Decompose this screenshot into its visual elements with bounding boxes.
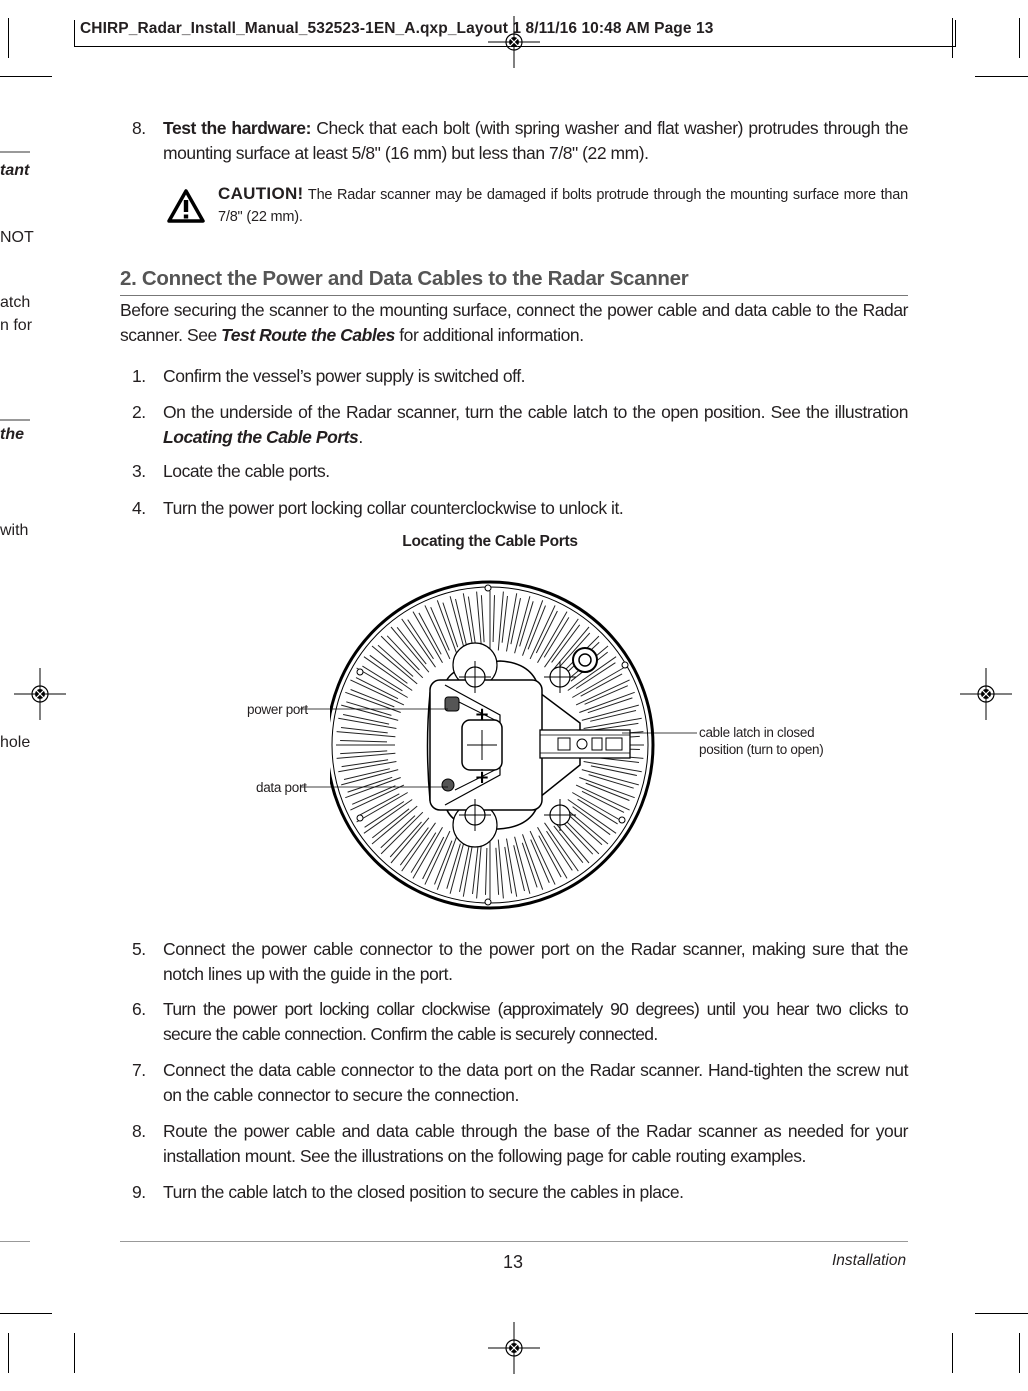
list-item <box>120 1058 908 1108</box>
section-heading: 2. Connect the Power and Data Cables to the Radar Scanner <box>120 266 908 296</box>
step-label: Test the hardware: <box>163 118 311 138</box>
list-item <box>120 937 908 987</box>
cross-reference-link[interactable]: Test Route the Cables <box>221 325 395 345</box>
callout-line: cable latch in closed <box>699 725 815 740</box>
step-text: Connect the power cable connector to the power port on the Radar scanner, making sure that the notch lines up with the guide in the port. <box>163 939 908 984</box>
svg-text:+: + <box>474 704 490 725</box>
clipped-text: NOT <box>0 229 34 246</box>
clipped-text: tant <box>0 162 30 179</box>
slug-text: CHIRP_Radar_Install_Manual_532523-1EN_A.qxp_Layout 1 8/11/16 10:48 AM Page 13 <box>80 20 714 37</box>
step-number: 1. <box>132 366 146 386</box>
callout-data-port: data port <box>256 780 307 795</box>
clipped-text: with <box>0 522 29 539</box>
step-number: 3. <box>132 461 146 481</box>
step-text: Confirm the vessel’s power supply is switched off. <box>163 366 526 386</box>
step-number: 7. <box>132 1060 146 1080</box>
clipped-text: the <box>0 426 24 443</box>
intro-text: for additional information. <box>394 325 584 345</box>
step-number: 5. <box>132 939 146 959</box>
step-text: Connect the data cable connector to the data port on the Radar scanner. Hand-tighten the screw nut on the cable connector to secure the connection. <box>163 1060 908 1105</box>
step-number: 8. <box>132 1121 146 1141</box>
step-body: Check that each bolt (with spring washer and flat washer) protrudes through the mounting surface at least 5/8" (16 mm) but less than 7/8" (22 mm). <box>163 118 908 163</box>
caution-text: The Radar scanner may be damaged if bolts protrude through the mounting surface more than 7/8" (22 mm). <box>218 187 908 225</box>
step-body: . <box>358 427 363 447</box>
cross-reference-link[interactable]: Locating the Cable Ports <box>163 427 359 447</box>
step-number: 6. <box>132 999 146 1019</box>
intro-text: Before securing the scanner to the mounting surface, connect the power cable and data cable to the Radar scanner. See <box>120 300 908 345</box>
step-number: 8. <box>132 118 146 138</box>
step-text: Turn the power port locking collar counterclockwise to unlock it. <box>163 498 624 518</box>
list-item <box>120 997 908 1047</box>
footer-section-name: Installation <box>832 1252 907 1269</box>
step-text: Turn the power port locking collar clockwise (approximately 90 degrees) until you hear two clicks to secure the cable connection. Confirm the cable is securely connected. <box>163 999 908 1044</box>
footer-rule <box>120 1241 908 1242</box>
step-text: Turn the cable latch to the closed position to secure the cables in place. <box>163 1182 684 1202</box>
callout-power-port: power port <box>247 702 308 717</box>
caution-label: CAUTION! <box>218 184 304 203</box>
step-text: Locate the cable ports. <box>163 461 330 481</box>
callout-cable-latch <box>699 724 823 758</box>
callout-line: position (turn to open) <box>699 742 824 757</box>
list-item <box>120 1119 908 1169</box>
step-text: Route the power cable and data cable through the base of the Radar scanner as needed for your installation mount. See the illustrations on the following page for cable routing examples. <box>163 1121 908 1166</box>
figure-title: Locating the Cable Ports <box>402 533 578 550</box>
clipped-text: n for <box>0 317 33 334</box>
step-number: 4. <box>132 498 146 518</box>
clipped-text: atch <box>0 294 31 311</box>
step-number: 9. <box>132 1182 146 1202</box>
page-number: 13 <box>503 1252 524 1272</box>
list-item <box>120 1180 908 1205</box>
svg-text:+: + <box>474 767 490 788</box>
step-body: On the underside of the Radar scanner, turn the cable latch to the open position. See the illustration <box>163 402 908 422</box>
clipped-text: hole <box>0 734 31 751</box>
step-number: 2. <box>132 402 146 422</box>
